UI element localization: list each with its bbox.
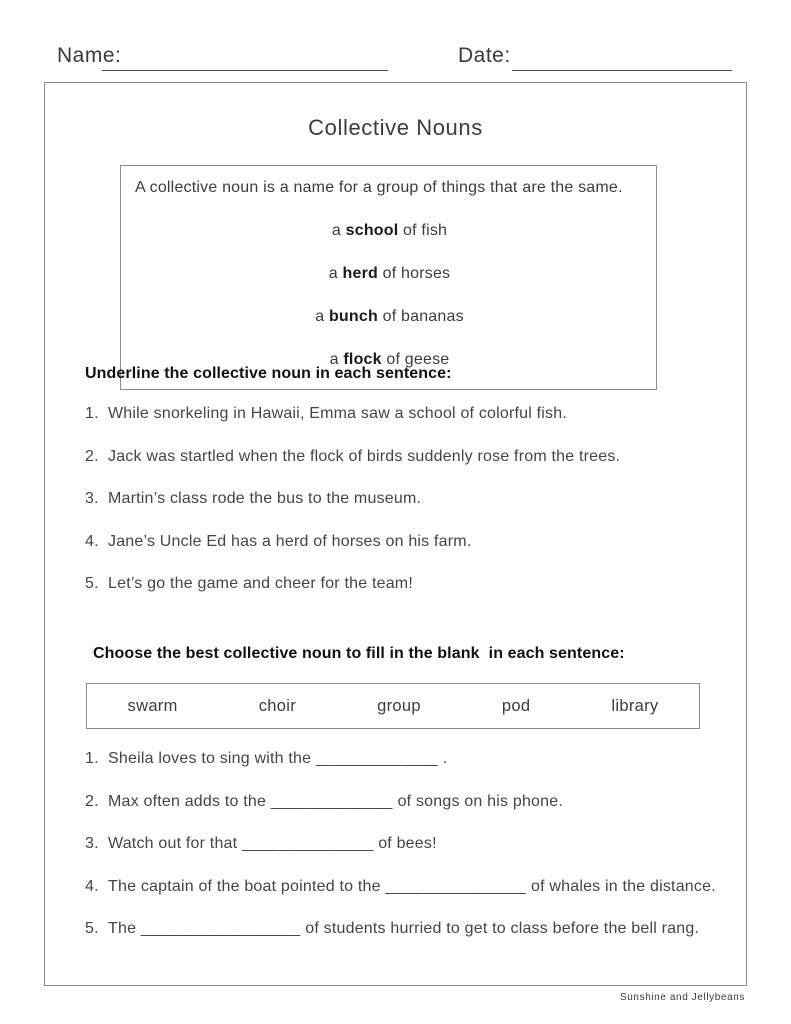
answer-blank[interactable]: ______________ [241, 835, 374, 852]
name-label: Name: [57, 44, 122, 67]
sentence-text [108, 751, 735, 767]
sentence-after: of students hurried to get to class before the bell rang. [305, 920, 700, 937]
example-suffix: of geese [386, 351, 450, 368]
example-suffix: of fish [403, 222, 448, 239]
sentence-after: of bees! [378, 835, 437, 852]
sentence-text: While snorkeling in Hawaii, Emma saw a school of colorful fish. [108, 405, 567, 422]
definition-box [120, 165, 657, 390]
fill-sentence-item [85, 921, 735, 937]
sentence-text [108, 879, 735, 895]
word-bank-word: library [611, 696, 659, 715]
word-bank-word: choir [258, 696, 296, 715]
word-bank-word: pod [501, 696, 531, 715]
sentence-before: Max often adds to the [108, 792, 267, 810]
sentence-item [85, 449, 725, 465]
example-line [135, 308, 644, 326]
sentence-before: Watch out for that [108, 835, 238, 852]
sentence-number: 2. [85, 792, 99, 810]
sentence-number: 4. [85, 877, 99, 895]
word-bank-box [86, 683, 700, 729]
date-blank-line[interactable] [512, 44, 732, 71]
sentence-after: of whales in the distance. [530, 877, 716, 895]
name-date-row [0, 44, 791, 72]
sentence-before: Sheila loves to sing with the [108, 750, 312, 767]
fill-section-heading: Choose the best collective noun to fill in the blank in each sentence: [93, 645, 625, 662]
sentence-after: . [442, 750, 448, 767]
fill-sentence-item [85, 751, 735, 767]
underline-sentence-list [85, 406, 725, 619]
sentence-item [85, 491, 725, 507]
sentence-item [85, 406, 725, 422]
example-prefix: a [315, 308, 325, 325]
worksheet-sheet [44, 82, 747, 986]
answer-blank[interactable]: _____________ [315, 750, 439, 767]
answer-blank[interactable]: _________________ [140, 920, 301, 937]
sentence-text [108, 836, 735, 852]
definition-text: A collective noun is a name for a group of things that are the same. [135, 179, 623, 196]
example-noun: herd [342, 265, 378, 282]
name-blank-line[interactable] [102, 44, 388, 71]
credit-text: Sunshine and Jellybeans [620, 992, 745, 1003]
fill-sentence-item [85, 794, 735, 810]
sentence-text [108, 794, 735, 810]
fill-sentence-list [85, 751, 735, 964]
answer-blank[interactable]: _______________ [385, 877, 527, 895]
sentence-number: 1. [85, 405, 99, 422]
fill-sentence-item [85, 879, 735, 895]
example-prefix: a [329, 351, 339, 368]
example-suffix: of horses [382, 265, 451, 282]
word-bank-word: swarm [127, 696, 178, 715]
sentence-item [85, 576, 725, 592]
example-noun: flock [343, 351, 382, 368]
underline-section-heading: Underline the collective noun in each sentence: [85, 365, 452, 382]
fill-sentence-item [85, 836, 735, 852]
sentence-text: Let’s go the game and cheer for the team! [108, 575, 413, 592]
sentence-number: 1. [85, 750, 99, 767]
date-label: Date: [458, 44, 511, 67]
sentence-number: 4. [85, 532, 99, 550]
sentence-number: 3. [85, 835, 99, 852]
example-line [135, 265, 644, 283]
sentence-text: Jane’s Uncle Ed has a herd of horses on his farm. [108, 532, 472, 550]
sentence-number: 3. [85, 490, 99, 507]
word-bank-word: group [377, 696, 421, 715]
answer-blank[interactable]: _____________ [270, 792, 393, 810]
example-prefix: a [331, 222, 341, 239]
sentence-text [108, 921, 735, 937]
example-noun: school [345, 222, 399, 239]
page-title: Collective Nouns [308, 115, 483, 140]
example-suffix: of bananas [382, 308, 464, 325]
sentence-number: 2. [85, 447, 99, 465]
sentence-after: of songs on his phone. [397, 792, 563, 810]
sentence-number: 5. [85, 920, 99, 937]
sentence-before: The [108, 920, 137, 937]
sentence-before: The captain of the boat pointed to the [108, 877, 381, 895]
example-line [135, 222, 644, 240]
sentence-item [85, 534, 725, 550]
sentence-number: 5. [85, 575, 99, 592]
sentence-text: Martin’s class rode the bus to the museum. [108, 490, 422, 507]
example-prefix: a [328, 265, 338, 282]
example-noun: bunch [328, 308, 378, 325]
sentence-text: Jack was startled when the flock of birds suddenly rose from the trees. [108, 447, 621, 465]
